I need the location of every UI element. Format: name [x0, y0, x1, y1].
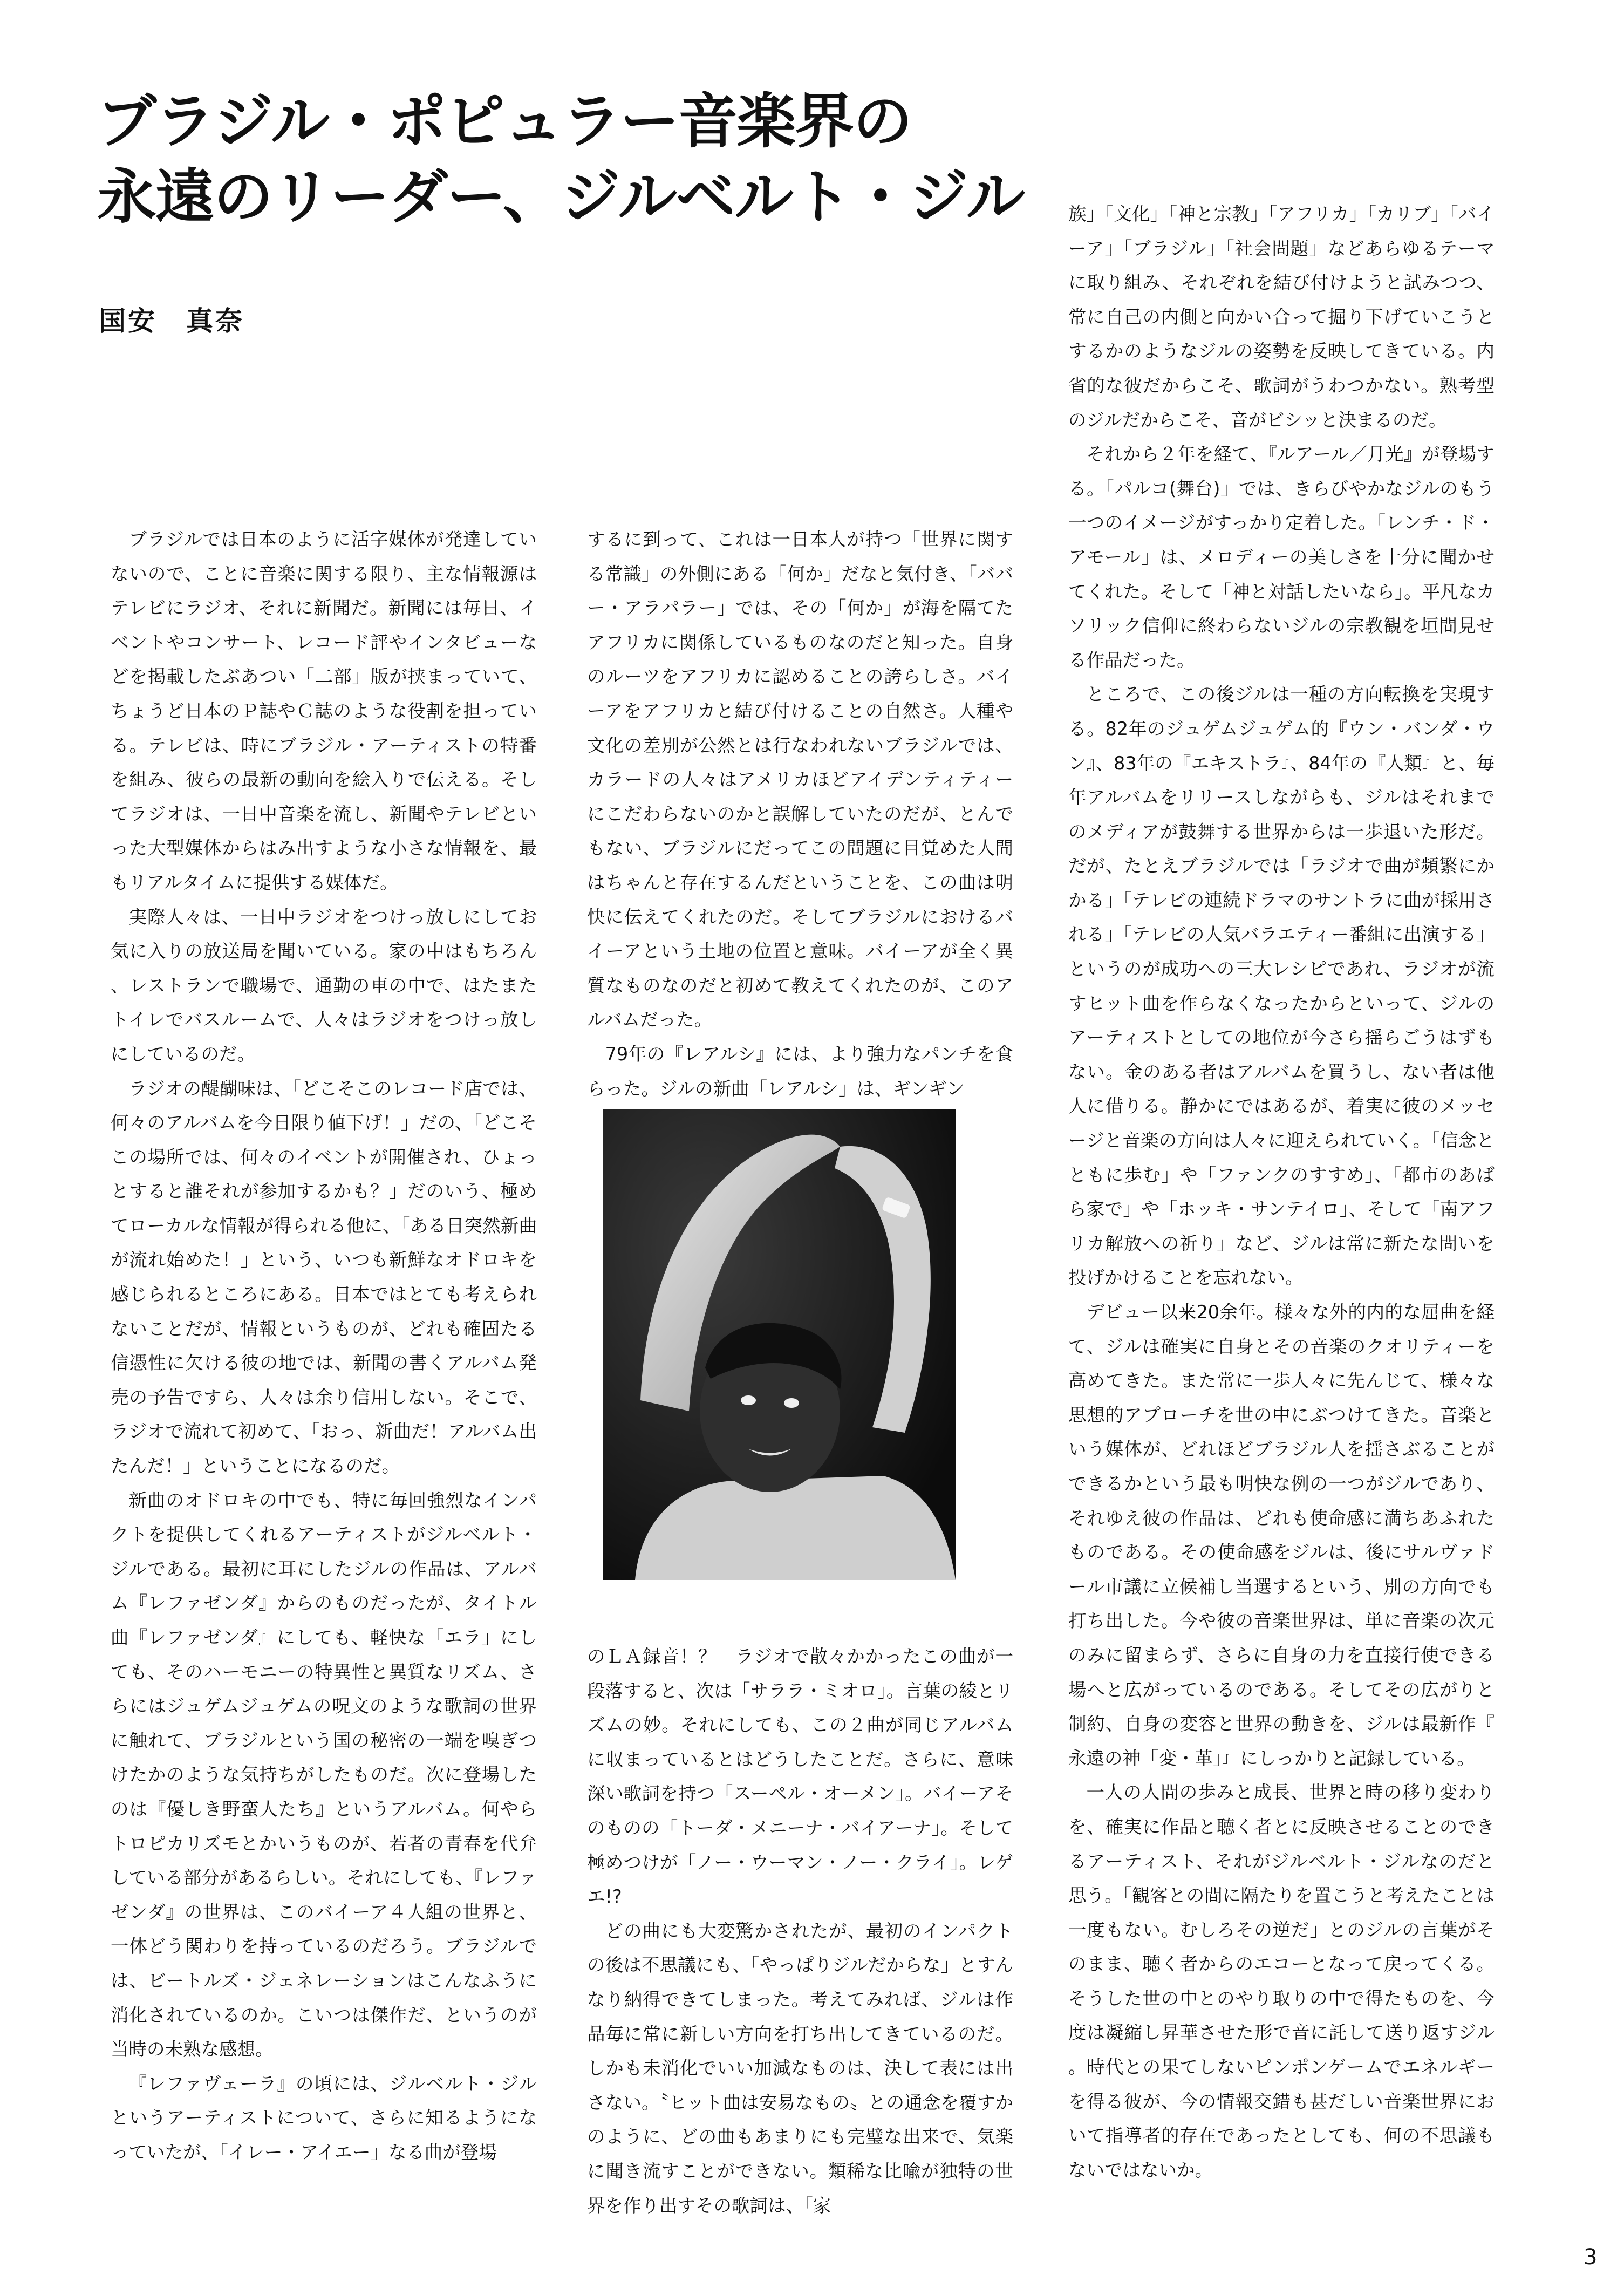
column-1 [111, 522, 537, 2211]
paragraph: 『レファヴェーラ』の頃には、ジルベルト・ジルというアーティストについて、さらに知るようになっていたが、「イレー・アイエー」なる曲が登場 [111, 2073, 537, 2163]
title-line-1: ブラジル・ポピュラー音楽界の [97, 87, 912, 156]
paragraph: 新曲のオドロキの中でも、特に毎回強烈なインパクトを提供してくれるアーティストがジルベルト・ジルである。最初に耳にしたジルの作品は、アルバム『レファゼンダ』からのものだったが、タイトル曲『レファゼンダ』にしても、軽快な「エラ」にしても、そのハーモニーの特異性と異質なリズム、さらにはジュゲムジュゲムの呪文のような歌詞の世界に触れて、ブラジルという国の秘密の一端を嗅ぎつけたかのような気持ちがしたものだ。次に登場したのは『優しき野蛮人たち』というアルバム。何やらトロピカリズモとかいうものが、若者の青春を代弁している部分があるらしい。それにしても、『レファゼンダ』の世界は、このバイーア４人組の世界と、一体どう関わりを持っているのだろう。ブラジルでは、ビートルズ・ジェネレーションはこんなふうに消化されているのか。こいつは傑作だ、というのが当時の未熟な感想。 [111, 1489, 537, 2060]
paragraph: 実際人々は、一日中ラジオをつけっ放しにしてお気に入りの放送局を聞いている。家の中はもちろん、レストランで職場で、通勤の車の中で、はたまたトイレでバスルームで、人々はラジオをつけっ放しにしているのだ。 [111, 906, 537, 1065]
artist-photo [603, 1109, 956, 1580]
paragraph: 族」「文化」「神と宗教」「アフリカ」「カリブ」「バイーア」「ブラジル」「社会問題」などあらゆるテーマに取り組み、それぞれを結び付けようと試みつつ、常に自己の内側と向かい合って掘り下げていこうとするかのようなジルの姿勢を反映してきている。内省的な彼だからこそ、歌詞がうわつかない。熟考型のジルだからこそ、音がビシッと決まるのだ。 [1068, 203, 1495, 431]
paragraph: ラジオの醍醐味は、「どこそこのレコード店では、何々のアルバムを今日限り値下げ！」だの、「どこそこの場所では、何々のイベントが開催され、ひょっとすると誰それが参加するかも？」だのいう、極めてローカルな情報が得られる他に、「ある日突然新曲が流れ始めた！」という、いつも新鮮なオドロキを感じられるところにある。日本ではとても考えられないことだが、情報というものが、どれも確固たる信憑性に欠ける彼の地では、新聞の書くアルバム発売の予告ですら、人々は余り信用しない。そこで、ラジオで流れて初めて、「おっ、新曲だ！アルバム出たんだ！」ということになるのだ。 [111, 1078, 537, 1477]
page-number: 3 [1584, 2245, 1598, 2270]
paragraph: 一人の人間の歩みと成長、世界と時の移り変わりを、確実に作品と聴く者とに反映させることのできるアーティスト、それがジルベルト・ジルなのだと思う。「観客との間に隔たりを置こうと考えたことは一度もない。むしろその逆だ」とのジルの言葉がそのまま、聴く者からのエコーとなって戻ってくる。そうした世の中とのやり取りの中で得たものを、今度は凝縮し昇華させた形で音に託して送り返すジル。時代との果てしないピンポンゲームでエネルギーを得る彼が、今の情報交錯も甚だしい音楽世界において指導者的存在であったとしても、何の不思議もないではないか。 [1068, 1782, 1495, 2181]
column-3 [1068, 197, 1495, 2210]
column-2-top [587, 522, 1013, 1099]
paragraph: ところで、この後ジルは一種の方向転換を実現する。82年のジュゲムジュゲム的『ウン・バンダ・ウン』、83年の『エキストラ』、84年の『人類』と、毎年アルバムをリリースしながらも、ジルはそれまでのメディアが鼓舞する世界からは一歩退いた形だ。だが、たとえブラジルでは「ラジオで曲が頻繁にかかる」「テレビの連続ドラマのサントラに曲が採用される」「テレビの人気バラエティー番組に出演する」というのが成功への三大レシピであれ、ラジオが流すヒット曲を作らなくなったからといって、ジルのアーティストとしての地位が今さら揺らごうはずもない。金のある者はアルバムを買うし、ない者は他人に借りる。静かにではあるが、着実に彼のメッセージと音楽の方向は人々に迎えられていく。「信念とともに歩む」や「ファンクのすすめ」、「都市のあばら家で」や「ホッキ・サンテイロ」、そして「南アフリカ解放への祈り」など、ジルは常に新たな問いを投げかけることを忘れない。 [1068, 684, 1495, 1289]
author-name: 国安 真奈 [99, 305, 244, 337]
paragraph: ブラジルでは日本のように活字媒体が発達していないので、ことに音楽に関する限り、主な情報源はテレビにラジオ、それに新聞だ。新聞には毎日、イベントやコンサート、レコード評やインタビューなどを掲載したぶあつい「二部」版が挟まっていて、ちょうど日本のＰ誌やＣ誌のような役割を担っている。テレビは、時にブラジル・アーティストの特番を組み、彼らの最新の動向を絵入りで伝える。そしてラジオは、一日中音楽を流し、新聞やテレビといった大型媒体からはみ出すような小さな情報を、最もリアルタイムに提供する媒体だ。 [111, 529, 537, 893]
title-line-2: 永遠のリーダー、ジルベルト・ジル [97, 162, 1025, 231]
paragraph: デビュー以来20余年。様々な外的内的な屈曲を経て、ジルは確実に自身とその音楽のクオリティーを高めてきた。また常に一歩人々に先んじて、様々な思想的アプローチを世の中にぶつけてきた。音楽という媒体が、どれほどブラジル人を揺さぶることができるかという最も明快な例の一つがジルであり、それゆえ彼の作品は、どれも使命感に満ちあふれたものである。その使命感をジルは、後にサルヴァドール市議に立候補し当選するという、別の方向でも打ち出した。今や彼の音楽世界は、単に音楽の次元のみに留まらず、さらに自身の力を直接行使できる場へと広がっているのである。そしてその広がりと制約、自身の変容と世界の動きを、ジルは最新作『永遠の神「変・革」』にしっかりと記録している。 [1068, 1302, 1495, 1769]
column-2-bottom [587, 1639, 1013, 2216]
paragraph: それから２年を経て、『ルアール／月光』が登場する。「パルコ(舞台)」では、きらびやかなジルのもう一つのイメージがすっかり定着した。「レンチ・ド・アモール」は、メロディーの美しさを十分に聞かせてくれた。そして「神と対話したいなら」。平凡なカソリック信仰に終わらないジルの宗教観を垣間見せる作品だった。 [1068, 444, 1495, 671]
paragraph: のＬＡ録音！？ ラジオで散々かかったこの曲が一段落すると、次は「サララ・ミオロ」。言葉の綾とリズムの妙。それにしても、この２曲が同じアルバムに収まっているとはどうしたことだ。さらに、意味深い歌詞を持つ「スーペル・オーメン」。バイーアそのものの「トーダ・メニーナ・バイアーナ」。そして極めつけが「ノー・ウーマン・ノー・クライ」。レゲエ!? [587, 1646, 1013, 1908]
paragraph: するに到って、これは一日本人が持つ「世界に関する常識」の外側にある「何か」だなと気付き、「ババー・アラパラー」では、その「何か」が海を隔てたアフリカに関係しているものなのだと知った。自身のルーツをアフリカに認めることの誇らしさ。バイーアをアフリカと結び付けることの自然さ。人種や文化の差別が公然とは行なわれないブラジルでは、カラードの人々はアメリカほどアイデンティティーにこだわらないのかと誤解していたのだが、とんでもない、ブラジルにだってこの問題に目覚めた人間はちゃんと存在するんだということを、この曲は明快に伝えてくれたのだ。そしてブラジルにおけるバイーアという土地の位置と意味。バイーアが全く異質なものなのだと初めて教えてくれたのが、このアルバムだった。 [587, 529, 1013, 1031]
paragraph: どの曲にも大変驚かされたが、最初のインパクトの後は不思議にも、「やっぱりジルだからな」とすんなり納得できてしまった。考えてみれば、ジルは作品毎に常に新しい方向を打ち出してきているのだ。しかも未消化でいい加減なものは、決して表には出さない。〝ヒット曲は安易なもの〟との通念を覆すかのように、どの曲もあまりにも完璧な出来で、気楽に聞き流すことができない。類稀な比喩が独特の世界を作り出すその歌詞は、「家 [587, 1920, 1013, 2216]
article-title [97, 84, 1068, 235]
paragraph: 79年の『レアルシ』には、より強力なパンチを食らった。ジルの新曲「レアルシ」は、ギンギン [587, 1043, 1013, 1099]
